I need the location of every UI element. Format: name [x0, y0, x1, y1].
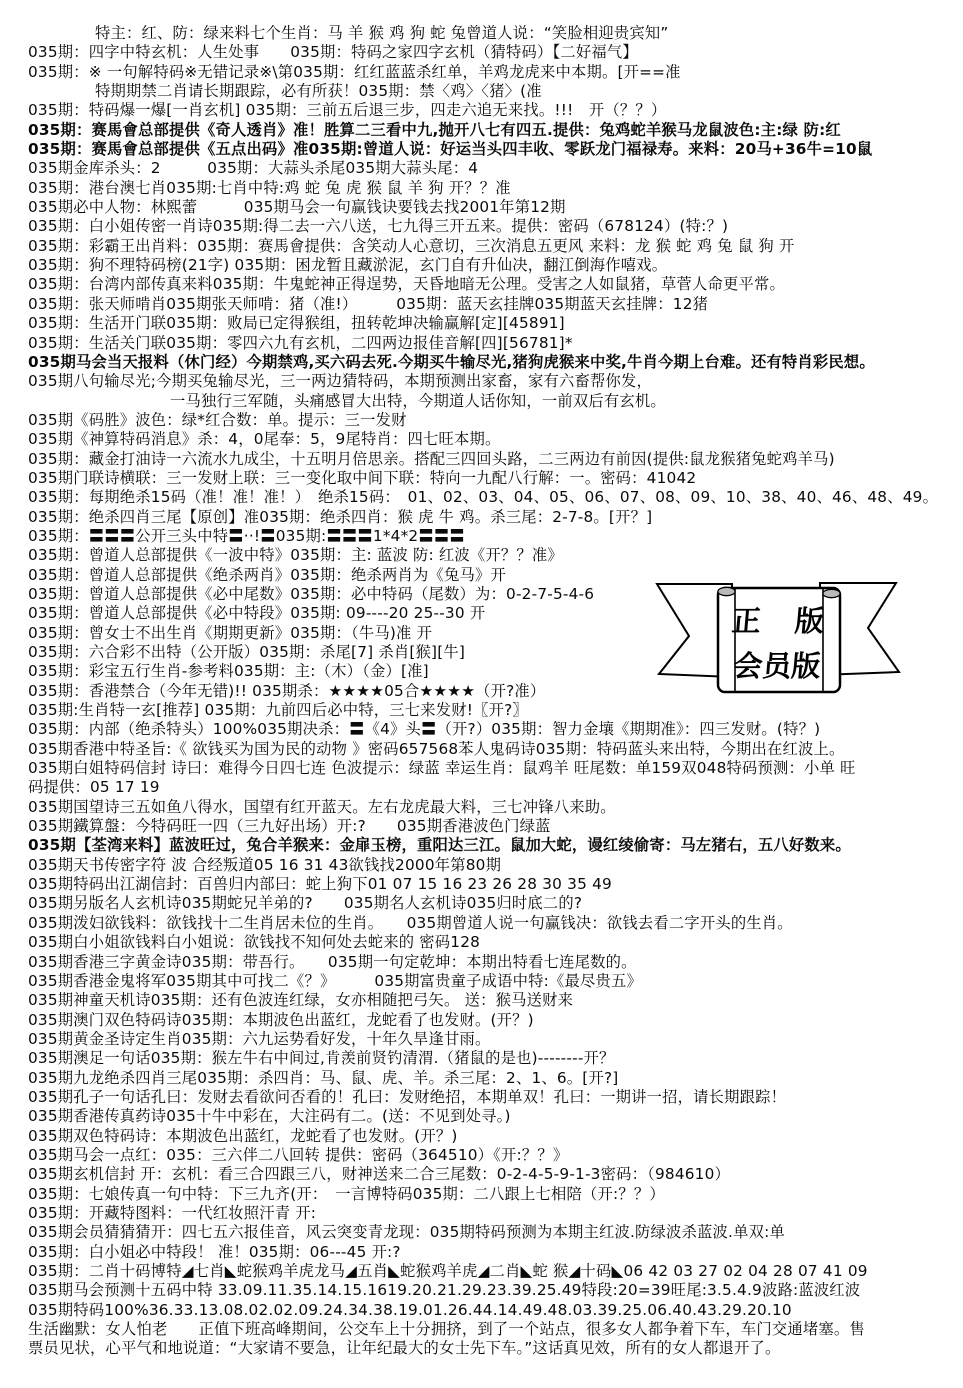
text-line: 035期特码出江湖信封：百兽归内部曰：蛇上狗下01 07 15 16 23 26 28 30 35 49 [28, 875, 612, 894]
text-line: 035期：赛馬會总部提供《五点出码》准035期:曾道人说：好运当头四丰收、零跃龙门福禄寿。来料：20马+36牛=10鼠 [28, 140, 873, 159]
text-line: 035期马会预测十五码中特 33.09.11.35.14.15.1619.20.21.29.23.39.25.49特段:20=39旺尾:3.5.4.9波路:蓝波红波 [28, 1281, 861, 1300]
text-line: 035期：〓〓〓公开三头中特〓··!〓035期:〓〓〓1*4*2〓〓〓 [28, 526, 465, 545]
text-line: 035期八句输尽光;今期买兔输尽光，三一两边猜特码，本期预测出家畜，家有六畜帮你发， [28, 372, 653, 391]
text-line: 035期：二肖十码博特◢七肖◣蛇猴鸡羊虎龙马◢五肖◣蛇猴鸡羊虎◢二肖◣蛇 猴◢十码◣06 42 03 27 02 04 28 07 41 09 [28, 1262, 868, 1280]
text-line: 035期：赛馬會总部提供《奇人透肖》准！胜算二三看中九,抛开八七有四五.提供：兔鸡蛇羊猴马龙鼠波色:主:绿 防:红 [28, 120, 841, 139]
text-line: 035期孔子一句话孔曰：发财去看欲问否看的！孔曰：发财绝招，本期单双！孔曰：一期讲一招，请长期跟踪！ [28, 1087, 787, 1106]
text-line: 035期：内部（绝杀特头）100%035期决杀：〓《4》头〓（开?）035期：智力金壤《期期准》：四三发财。(特？) [28, 720, 821, 739]
text-line: 035期香港中特圣旨:《 欲钱买为国为民的动物 》密码657568苯人鬼码诗035期：特码蓝头来出特，今期出在红波上。 [28, 739, 845, 758]
text-line: 票员见状，心平气和地说道：“大家请不要急，让年纪最大的女士先下车。”这话真见效，所有的女人都退开了。 [28, 1339, 781, 1358]
text-line: 035期：曾道人总部提供《必中尾数》035期：必中特码（尾数）为：0-2-7-5-4-6 [28, 584, 595, 603]
text-line: 035期另版名人玄机诗035期蛇兄羊弟的? 035期名人玄机诗035归时底二的? [28, 894, 583, 913]
text-line: 035期：曾道人总部提供《必中特段》035期: 09----20 25--30 开 [28, 604, 486, 623]
text-line: 特主：红、防：绿来料七个生肖：马 羊 猴 鸡 狗 蛇 兔曾道人说：“笑脸相迎贵宾知” [95, 24, 669, 42]
text-line: 035期：藏金打油诗一六流水九成尘，十五明月倍思亲。搭配三四回头路，二三两边有前因(提供:鼠龙猴猪兔蛇鸡羊马) [28, 449, 835, 468]
text-line: 035期玄机信封 开：玄机：看三合四跟三八，财神送来二合三尾数：0-2-4-5-9-1-3密码：（984610） [28, 1165, 731, 1184]
text-line: 035期特码100%36.33.13.08.02.02.09.24.34.38.19.01.26.44.14.49.48.03.39.25.06.40.43.29.20.10 [28, 1300, 792, 1319]
text-line: 035期：彩宝五行生肖-参考料035期：主:（木）（金）[准] [28, 662, 429, 681]
text-line: 035期必中人物：林熙蕾 035期马会一句赢钱诀要钱去找2001年第12期 [28, 198, 566, 217]
text-line: 035期：特码爆一爆[一肖玄机] 035期：三前五后退三步，四走六追无来找。!!! 开（？？） [28, 101, 667, 120]
text-line: 035期：曾女士不出生肖《期期更新》035期：（牛马)准 开 [28, 623, 433, 642]
text-line: 035期：曾道人总部提供《绝杀两肖》035期：绝杀两肖为《兔马》开 [28, 565, 507, 584]
text-line: 035期:生肖特一玄[推荐] 035期：九前四后必中特，三七来发财!〖开?〗 [28, 701, 528, 720]
text-line: 035期白姐特码信封 诗曰：难得今日四七连 色波提示：绿蓝 幸运生肖：鼠鸡羊 旺尾数：单159双048特码预测：小单 旺 [28, 759, 856, 778]
text-line: 035期香港传真药诗035十牛中彩在，大注码有二。(送：不见到处寻。) [28, 1107, 511, 1126]
text-line: 035期九龙绝杀四肖三尾035期：杀四肖：马、鼠、虎、羊。杀三尾：2、1、6。[开?] [28, 1068, 619, 1087]
text-line: 035期：※ 一句解特码※无错记录※\第035期：红红蓝蓝杀红单，羊鸡龙虎来中本期。[开==准 [28, 62, 681, 81]
text-line: 一马独行三军随，头痛感冒大出特，今期道人话你知，一前双后有玄机。 [170, 391, 666, 410]
text-line: 035期白小姐欲钱料白小姐说：欲钱找不知何处去蛇来的 密码128 [28, 933, 481, 952]
text-line: 035期：每期绝杀15码（准！准！准！） 绝杀15码： 01、02、03、04、05、06、07、08、09、10、38、40、46、48、49。 [28, 488, 939, 507]
ribbon-text-line1: 正 版 [730, 604, 832, 638]
text-line: 035期泼妇欲钱料：欲钱找十二生肖居未位的生肖。 035期曾道人说一句赢钱决：欲钱去看二字开头的生肖。 [28, 913, 793, 932]
text-line: 035期：张天师啃肖035期张天师啃：猪（准!） 035期：蓝天玄挂牌035期蓝天玄挂牌：12猪 [28, 294, 709, 313]
ribbon-text-line2: 会员版 [731, 649, 822, 683]
text-line: 035期门联诗横联：三一发财上联：三一变化取中间下联：特向一九配八行解：一。密码：41042 [28, 468, 697, 487]
text-line: 035期：彩霸王出肖料：035期：赛馬會提供：含笑动人心意切，三次消息五更风 来料：龙 猴 蛇 鸡 兔 鼠 狗 开 [28, 236, 795, 255]
text-line: 035期：绝杀四肖三尾【原创】准035期：绝杀四肖：猴 虎 牛 鸡。杀三尾：2-7-8。[开？] [28, 507, 653, 526]
text-line: 035期鐵算盤：今特码旺一四（三九好出场）开:? 035期香港波色门绿蓝 [28, 817, 551, 836]
text-line: 035期：四字中特玄机：人生处事 035期：特码之家四字玄机（猜特码）【二好福气】 [28, 43, 638, 62]
authenticity-ribbon [648, 576, 908, 702]
text-line: 码提供：05 17 19 [28, 778, 160, 797]
text-line: 特期期禁二肖请长期跟踪，必有所获！035期：禁〈鸡〉〈猪〉(准 [95, 82, 542, 101]
text-line: 035期天书传密字符 波 合经叛道05 16 31 43欲钱找2000年第80期 [28, 855, 502, 874]
text-line: 035期：港台澳七肖035期:七肖中特:鸡 蛇 兔 虎 猴 鼠 羊 狗 开？？准 [28, 178, 511, 197]
text-line: 035期：香港禁合（今年无错)!! 035期杀：★★★★05合★★★★（开?准） [28, 681, 546, 700]
text-line: 035期金库杀头：2 035期：大蒜头杀尾035期大蒜头尾：4 [28, 159, 479, 178]
text-line: 035期：开藏特图料：一代红妆照汗青 开: [28, 1203, 317, 1222]
text-line: 035期《码胜》波色：绿*红合数：单。提示：三一发财 [28, 410, 407, 429]
text-line: 035期澳门双色特码诗035期：本期波色出蓝红，龙蛇看了也发财。(开？) [28, 1010, 534, 1029]
text-line: 生活幽默：女人怕老 正值下班高峰期间，公交车上十分拥挤，到了一个站点，很多女人都争着下车，车门交通堵塞。售 [28, 1320, 865, 1339]
text-line: 035期：狗不理特码榜(21字) 035期：困龙暂且藏淤泥，玄门自有升仙决，翻江倒海作嘻戏。 [28, 256, 668, 275]
text-line: 035期会员猜猜猜开：四七五六报佳音，风云突变青龙现：035期特码预测为本期主红波.防绿波杀蓝波.单双:单 [28, 1223, 785, 1242]
text-line: 035期：白小姐传密一肖诗035期:得二去一六八送，七九得三开五来。提供：密码（678124）(特:？) [28, 217, 729, 236]
text-line: 035期：曾道人总部提供《一波中特》035期：主: 蓝波 防: 红波《开？？准》 [28, 546, 563, 565]
text-line: 035期【荃湾来料】蓝波旺过，兔合羊猴来：金扉玉榜，重阳达三江。鼠加大蛇，谩红绫偷寄：马左猪右，五八好数来。 [28, 836, 851, 855]
text-line: 035期双色特码诗：本期波色出蓝红，龙蛇看了也发财。(开？) [28, 1126, 458, 1145]
text-line: 035期：六合彩不出特（公开版）035期：杀尾[7] 杀肖[猴][牛] [28, 643, 466, 661]
text-line: 035期香港金鬼将军035期其中可找二《？》 035期富贵童子成语中特:《最尽贵五》 [28, 971, 642, 990]
text-line: 035期：生活关门联035期：零四六九有玄机，二四两边报佳音解[四][56781]* [28, 333, 573, 352]
text-line: 035期：白小姐必中特段！ 准！035期：06---45 开:? [28, 1242, 401, 1261]
text-line: 035期：生活开门联035期：败局已定得猴组，扭转乾坤决输赢解[定][45891] [28, 314, 565, 333]
text-line: 035期黄金圣诗定生肖035期：六九运势看好发，十年久旱逢甘雨。 [28, 1029, 491, 1048]
text-line: 035期马会当天报料（休门经）今期禁鸡,买六码去死.今期买牛输尽光,猪狗虎猴来中奖,牛肖今期上台难。还有特肖彩民想。 [28, 352, 875, 371]
ribbon-text [730, 594, 832, 692]
text-line: 035期神童天机诗035期：还有色波连红绿，女亦相随把弓矢。 送：猴马送财来 [28, 991, 574, 1010]
text-line: 035期国望诗三五如鱼八得水，国望有红开蓝天。左右龙虎最大料，三七冲锋八来助。 [28, 797, 616, 816]
text-line: 035期《神算特码消息》杀：4，0尾奉：5，9尾特肖：四七旺本期。 [28, 430, 501, 449]
text-line: 035期：七娘传真一句中特：下三九齐(开： 一言博特码035期：二八跟上七相陪（开:？？） [28, 1184, 665, 1203]
text-line: 035期澳足一句话035期：猴左牛右中间过,肯羡前贤钓清渭.（猪鼠的是也)--------开？ [28, 1049, 615, 1068]
text-line: 035期马会一点红：035：三六伴二八回转 提供：密码（364510）《开:？？》 [28, 1145, 569, 1164]
text-line: 035期香港三字黄金诗035期：带吾行。 035期一句定乾坤：本期出特看七连尾数的。 [28, 952, 637, 971]
ribbon-left-roll-cap [718, 587, 735, 595]
text-line: 035期：台湾内部传真来料035期：牛鬼蛇神正得逞势，天昏地暗无公理。受害之人如鼠猪，草菅人命更平常。 [28, 275, 785, 294]
